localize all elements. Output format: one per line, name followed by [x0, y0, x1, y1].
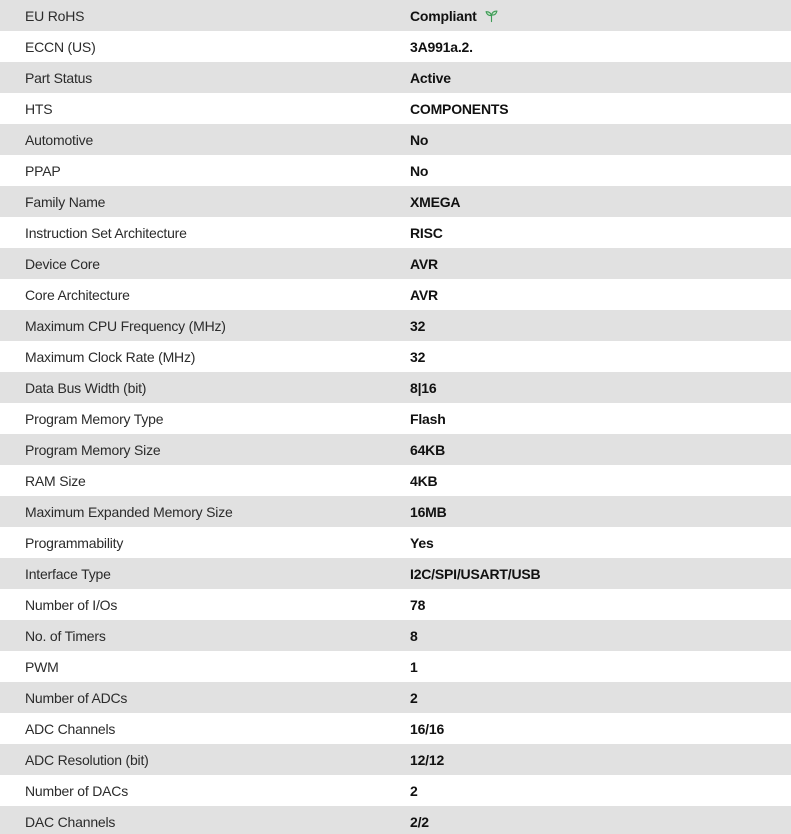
row-value	[410, 443, 791, 457]
row-value-text: Yes	[410, 534, 434, 551]
table-row	[0, 31, 791, 62]
row-label: Family Name	[25, 193, 106, 210]
row-value	[410, 505, 791, 519]
row-value	[410, 815, 791, 829]
row-value-text: No	[410, 131, 429, 148]
row-value-text: 16/16	[410, 720, 445, 737]
row-label: DAC Channels	[25, 813, 116, 830]
row-value-text: Active	[410, 69, 451, 86]
row-label: Number of I/Os	[25, 596, 118, 613]
row-label: Data Bus Width (bit)	[25, 379, 147, 396]
row-label: PWM	[25, 658, 59, 675]
row-value	[410, 71, 791, 85]
row-value	[410, 536, 791, 550]
row-value-text: 2	[410, 782, 418, 799]
row-value-text: 3A991a.2.	[410, 38, 473, 55]
table-row	[0, 372, 791, 403]
row-value	[410, 784, 791, 798]
table-row	[0, 248, 791, 279]
row-value-text: Flash	[410, 410, 446, 427]
table-row	[0, 496, 791, 527]
row-value-text: 1	[410, 658, 418, 675]
row-value	[410, 381, 791, 395]
row-value	[410, 164, 791, 178]
row-label: Part Status	[25, 69, 93, 86]
row-label: Number of ADCs	[25, 689, 128, 706]
row-value	[410, 722, 791, 736]
row-label: Programmability	[25, 534, 124, 551]
row-value	[410, 102, 791, 116]
row-value-text: Compliant	[410, 7, 477, 24]
row-label: Device Core	[25, 255, 100, 272]
row-label: RAM Size	[25, 472, 86, 489]
row-label: Maximum Expanded Memory Size	[25, 503, 233, 520]
table-row	[0, 0, 791, 31]
row-label: Number of DACs	[25, 782, 129, 799]
table-row	[0, 589, 791, 620]
table-row	[0, 806, 791, 834]
row-label: Program Memory Size	[25, 441, 161, 458]
row-label: Maximum CPU Frequency (MHz)	[25, 317, 226, 334]
row-label: Interface Type	[25, 565, 111, 582]
table-row	[0, 434, 791, 465]
row-value-text: 2	[410, 689, 418, 706]
row-label: No. of Timers	[25, 627, 106, 644]
table-row	[0, 558, 791, 589]
table-row	[0, 279, 791, 310]
row-value-text: 12/12	[410, 751, 445, 768]
row-label: Maximum Clock Rate (MHz)	[25, 348, 196, 365]
row-label: Program Memory Type	[25, 410, 164, 427]
row-label: ECCN (US)	[25, 38, 96, 55]
table-row	[0, 341, 791, 372]
row-value	[410, 40, 791, 54]
row-value-text: 8	[410, 627, 418, 644]
table-row	[0, 403, 791, 434]
table-row	[0, 620, 791, 651]
row-value-text: 32	[410, 317, 426, 334]
row-value	[410, 195, 791, 209]
row-value-text: 16MB	[410, 503, 447, 520]
row-label: ADC Channels	[25, 720, 116, 737]
row-label: HTS	[25, 100, 53, 117]
table-row	[0, 527, 791, 558]
row-value	[410, 226, 791, 240]
row-value	[410, 660, 791, 674]
row-value	[410, 133, 791, 147]
row-label: ADC Resolution (bit)	[25, 751, 149, 768]
table-row	[0, 310, 791, 341]
row-value	[410, 567, 791, 581]
row-value	[410, 412, 791, 426]
row-value-text: 32	[410, 348, 426, 365]
table-row	[0, 775, 791, 806]
row-label: Automotive	[25, 131, 94, 148]
row-value-text: RISC	[410, 224, 443, 241]
row-label: Instruction Set Architecture	[25, 224, 187, 241]
row-value	[410, 350, 791, 364]
row-value-text: COMPONENTS	[410, 100, 509, 117]
table-row	[0, 465, 791, 496]
row-value-text: 8|16	[410, 379, 437, 396]
row-value	[410, 753, 791, 767]
table-row	[0, 186, 791, 217]
row-value-text: XMEGA	[410, 193, 461, 210]
row-label: Core Architecture	[25, 286, 130, 303]
row-value-text: I2C/SPI/USART/USB	[410, 565, 541, 582]
table-row	[0, 93, 791, 124]
row-value-text: 64KB	[410, 441, 445, 458]
row-value	[410, 598, 791, 612]
leaf-icon[interactable]	[484, 9, 499, 23]
table-row	[0, 62, 791, 93]
table-row	[0, 682, 791, 713]
row-label: EU RoHS	[25, 7, 85, 24]
row-value-text: AVR	[410, 255, 438, 272]
row-value	[410, 629, 791, 643]
row-value-text: 2/2	[410, 813, 429, 830]
row-value	[410, 9, 791, 23]
row-value-text: 4KB	[410, 472, 438, 489]
row-value	[410, 474, 791, 488]
row-value	[410, 257, 791, 271]
row-value-text: 78	[410, 596, 426, 613]
table-row	[0, 217, 791, 248]
row-value	[410, 319, 791, 333]
row-value-text: AVR	[410, 286, 438, 303]
table-row	[0, 651, 791, 682]
table-row	[0, 713, 791, 744]
table-row	[0, 155, 791, 186]
table-row	[0, 744, 791, 775]
row-value	[410, 288, 791, 302]
table-row	[0, 124, 791, 155]
row-label: PPAP	[25, 162, 61, 179]
row-value	[410, 691, 791, 705]
row-value-text: No	[410, 162, 429, 179]
